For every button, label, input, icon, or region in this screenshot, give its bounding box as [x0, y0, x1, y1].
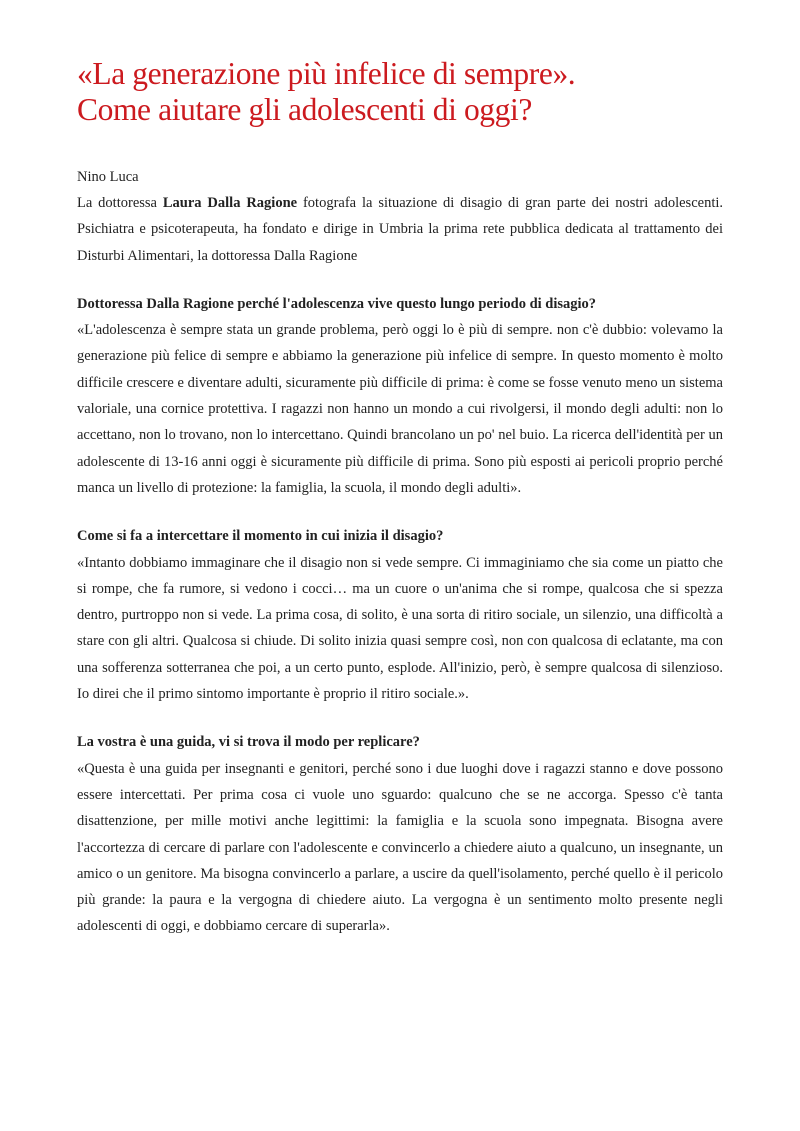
qa-section-1: [77, 291, 723, 501]
intro-text-after: fotografa la situazione di disagio di gran parte dei nostri adolescenti. Psichiatra e psicoterapeuta, ha fondato e dirige in Umbria la prima rete pubblica dedicata al trattamento dei Disturbi Alimentari, la dottoressa Dalla Ragione: [77, 195, 723, 264]
article-page: [77, 56, 723, 940]
title-line-1: «La generazione più infelice di sempre».: [77, 56, 576, 91]
author-byline: Nino Luca: [77, 169, 139, 185]
intro-text-before: La dottoressa: [77, 195, 163, 211]
qa-section-3: [77, 729, 723, 939]
title-line-2: Come aiutare gli adolescenti di oggi?: [77, 92, 532, 127]
answer-paragraph: «Intanto dobbiamo immaginare che il disagio non si vede sempre. Ci immaginiamo che sia come un piatto che si rompe, che fa rumore, si vedono i cocci… ma un cuore o un'anima che si rompe, qualcosa che si spezza dentro, purtroppo non si vede. La prima cosa, di solito, è una sorta di ritiro sociale, un silenzio, una difficoltà a stare con gli altri. Qualcosa si chiude. Di solito inizia quasi sempre così, non con qualcosa di eclatante, ma con una sofferenza sotterranea che poi, a un certo punto, esplode. All'inizio, però, è sempre qualcosa di silenzioso. Io direi che il primo sintomo importante è proprio il ritiro sociale.».: [77, 554, 723, 703]
answer-paragraph: «Questa è una guida per insegnanti e genitori, perché sono i due luoghi dove i ragazzi stanno e dove possono essere intercettati. Per prima cosa ci vuole uno sguardo: qualcuno che se ne accorga. Spesso c'è tanta disattenzione, per mille motivi anche legittimi: la famiglia e la scuola sono impegnata. Bisogna avere l'accortezza di cercare di parlare con l'adolescente e convincerlo a chiedere aiuto a qualcuno, un insegnante, un amico o un genitore. Ma bisogna convincerlo a parlare, a uscire da quell'isolamento, perché quello è il pericolo più grande: la paura e la vergogna di chiedere aiuto. La vergogna è un sentimento molto presente negli adolescenti di oggi, e dobbiamo cercare di superarla».: [77, 760, 723, 935]
spacer: [77, 501, 723, 523]
intro-paragraph: [77, 190, 723, 269]
spacer: [77, 707, 723, 729]
answer-paragraph: «L'adolescenza è sempre stata un grande problema, però oggi lo è più di sempre. non c'è dubbio: volevamo la generazione più felice di sempre e abbiamo la generazione più infelice di sempre. In questo momento è molto difficile crescere e diventare adulti, sicuramente più difficile di prima: è come se fosse venuto meno un sistema valoriale, una cornice protettiva. I ragazzi non hanno un mondo a cui rivolgersi, il mondo degli adulti: non lo accettano, non lo trovano, non lo intercettano. Quindi brancolano un po' nel buio. La ricerca dell'identità per un adolescente di 13-16 anni oggi è sicuramente più difficile di prima. Sono più esposti ai pericoli proprio perché manca un livello di protezione: la famiglia, la scuola, il mondo degli adulti».: [77, 322, 723, 496]
question-heading: Dottoressa Dalla Ragione perché l'adolescenza vive questo lungo periodo di disagio?: [77, 295, 597, 312]
question-heading: La vostra è una guida, vi si trova il modo per replicare?: [77, 734, 420, 751]
interviewee-name: Laura Dalla Ragione: [162, 195, 298, 211]
spacer: [77, 269, 723, 291]
question-heading: Come si fa a intercettare il momento in cui inizia il disagio?: [77, 528, 444, 545]
qa-section-2: [77, 523, 723, 707]
article-title: [77, 56, 723, 128]
